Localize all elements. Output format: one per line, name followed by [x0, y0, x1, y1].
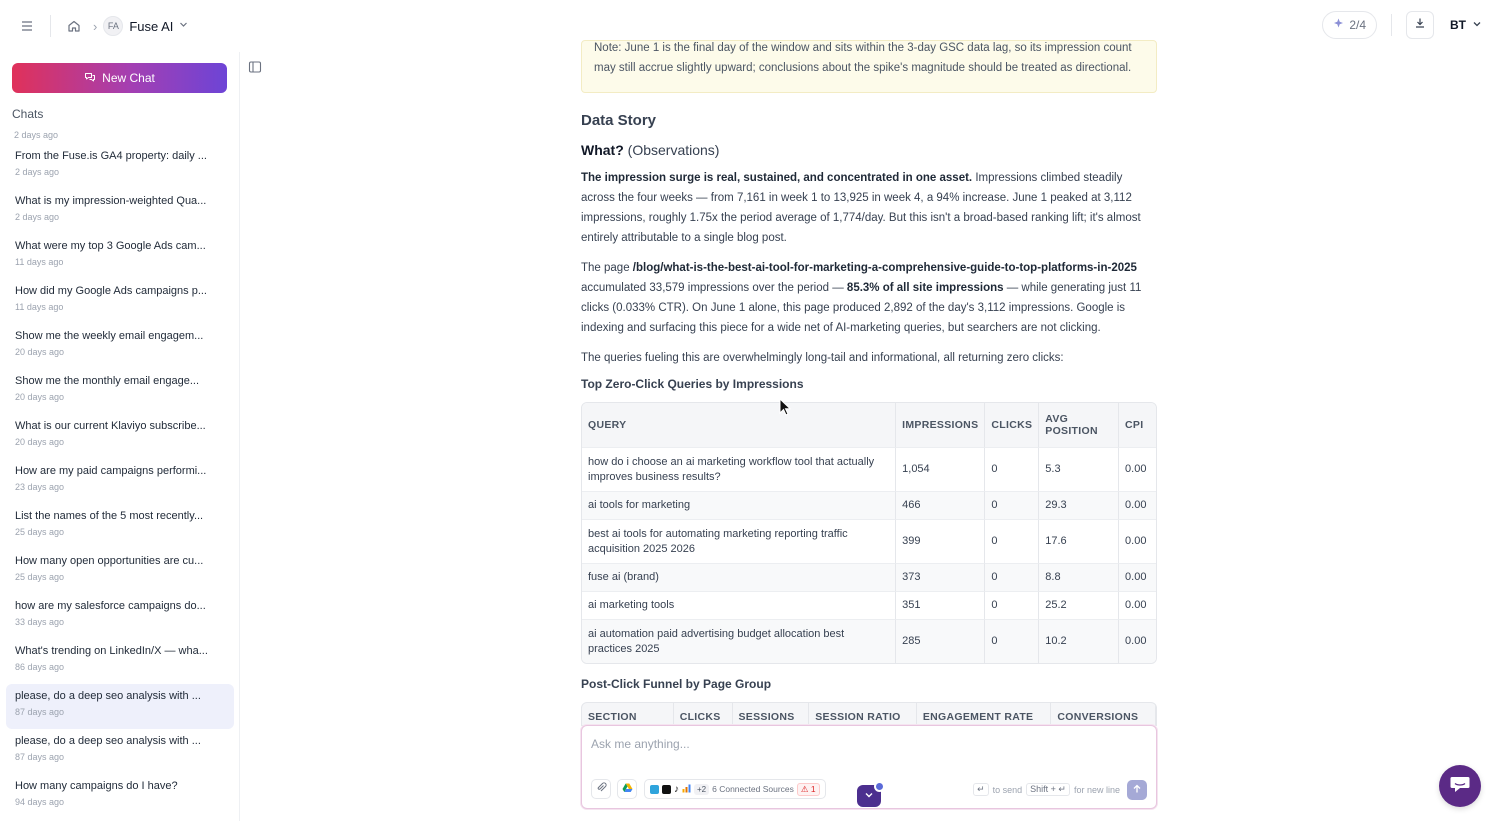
- table-row: [582, 491, 1156, 519]
- chat-list-item[interactable]: [6, 639, 234, 684]
- table-cell: best ai tools for automating marketing reporting traffic acquisition 2025 2026: [582, 519, 896, 563]
- message-input[interactable]: [591, 735, 1131, 753]
- table-cell: 399: [896, 519, 985, 563]
- table-cell: how do i choose an ai marketing workflow tool that actually improves business results?: [582, 447, 896, 491]
- extra-sources-count: +2: [694, 784, 709, 795]
- chat-list-item[interactable]: [6, 369, 234, 414]
- chat-date: 86 days ago: [15, 662, 65, 672]
- subsection-heading: What? (Observations): [581, 142, 720, 158]
- workspace-name: Fuse AI: [129, 18, 174, 34]
- new-chat-button[interactable]: [12, 63, 227, 93]
- notification-dot: [874, 781, 885, 792]
- chat-title: How are my paid campaigns performi...: [15, 465, 207, 477]
- chat-title: Show me the monthly email engage...: [15, 375, 200, 387]
- chat-title: please, do a deep seo analysis with ...: [15, 690, 201, 702]
- sidebar: [0, 52, 240, 821]
- progress-label: 2/4: [1349, 18, 1366, 32]
- table-row: [582, 519, 1156, 563]
- chat-title: Show me the weekly email engagem...: [15, 330, 204, 342]
- chat-list-item[interactable]: [6, 324, 234, 369]
- section-heading: Data Story: [581, 112, 657, 129]
- download-icon: [1414, 16, 1426, 34]
- newline-key: Shift + ↵: [1026, 783, 1070, 796]
- chat-date: 2 days ago: [15, 212, 60, 222]
- send-hint: to send: [992, 784, 1023, 795]
- chevron-down-icon: [864, 787, 874, 805]
- chat-title: What is our current Klaviyo subscribe...: [15, 420, 206, 432]
- chat-date: 20 days ago: [15, 347, 65, 357]
- analytics-icon: [682, 784, 691, 795]
- sidebar-toggle-icon[interactable]: [248, 60, 264, 76]
- table-cell: 0: [985, 447, 1039, 491]
- table-row: [582, 619, 1156, 663]
- table-cell: 8.8: [1039, 563, 1119, 591]
- chat-title: What is my impression-weighted Qua...: [15, 195, 207, 207]
- divider: [1391, 14, 1392, 36]
- table-cell: 17.6: [1039, 519, 1119, 563]
- table-cell: ai marketing tools: [582, 591, 896, 619]
- divider: [50, 15, 51, 37]
- chat-date: 94 days ago: [15, 797, 65, 807]
- drive-button[interactable]: [617, 779, 637, 799]
- chat-list-item[interactable]: [6, 234, 234, 279]
- chat-list-item[interactable]: [6, 594, 234, 639]
- salesforce-icon: [650, 785, 659, 794]
- table-row: [582, 591, 1156, 619]
- paragraph: The page /blog/what-is-the-best-ai-tool-for-marketing-a-comprehensive-guide-to-top-platforms-in-2025 accumulated 33,579 impressions over the period — 85.3% of all site impressions — while generating just 11 clicks (0.033% CTR). On June 1 alone, this page produced 2,892 of the day's 3,112 impressions. Google is indexing and surfacing this piece for a wide net of AI-marketing queries, but searchers are not clicking.: [581, 262, 1142, 334]
- column-header[interactable]: SESSION RATIO: [809, 703, 917, 725]
- table-cell: 0: [985, 591, 1039, 619]
- column-header[interactable]: CLICKS: [985, 403, 1039, 447]
- chat-list-item[interactable]: [6, 549, 234, 594]
- table-cell: ai tools for marketing: [582, 491, 896, 519]
- column-header[interactable]: CONVERSIONS: [1051, 703, 1156, 725]
- column-header[interactable]: CPI: [1119, 403, 1156, 447]
- table-cell: 0.00: [1119, 491, 1156, 519]
- user-initials: BT: [1450, 18, 1466, 32]
- chat-title: What's trending on LinkedIn/X — wha...: [15, 645, 208, 657]
- funnel-table-header: [581, 702, 1157, 726]
- chat-title: how are my salesforce campaigns do...: [15, 600, 206, 612]
- paragraph: The queries fueling this are overwhelmingly long-tail and informational, all returning zero clicks:: [581, 352, 1064, 364]
- chat-date: 87 days ago: [15, 752, 65, 762]
- column-header[interactable]: IMPRESSIONS: [896, 403, 985, 447]
- chat-list-item[interactable]: [6, 774, 234, 819]
- enter-key-icon: ↵: [973, 783, 989, 796]
- chat-list-item[interactable]: [6, 144, 234, 189]
- table-cell: 0: [985, 491, 1039, 519]
- table-cell: 1,054: [896, 447, 985, 491]
- user-menu[interactable]: [1444, 18, 1482, 32]
- chat-title: please, do a deep seo analysis with ...: [15, 735, 201, 747]
- connected-sources-button[interactable]: [644, 779, 826, 799]
- table-cell: 373: [896, 563, 985, 591]
- column-header[interactable]: SECTION: [582, 703, 674, 725]
- chat-list-item[interactable]: [6, 279, 234, 324]
- table-title: Top Zero-Click Queries by Impressions: [581, 377, 804, 391]
- top-right-controls: [1322, 11, 1482, 39]
- table-cell: 0: [985, 619, 1039, 663]
- column-header[interactable]: QUERY: [582, 403, 896, 447]
- tiktok-icon: ♪: [674, 783, 679, 795]
- chat-bubble-icon: [1449, 774, 1471, 799]
- table-row: [582, 563, 1156, 591]
- chat-list-item[interactable]: [6, 729, 234, 774]
- support-chat-button[interactable]: [1439, 765, 1481, 807]
- chat-date: 11 days ago: [15, 257, 64, 267]
- chat-date: 87 days ago: [15, 707, 65, 717]
- chat-date: 2 days ago: [15, 167, 60, 177]
- chat-list-item[interactable]: [6, 504, 234, 549]
- column-header[interactable]: AVG POSITION: [1039, 403, 1119, 447]
- table-cell: 466: [896, 491, 985, 519]
- chat-title: How did my Google Ads campaigns p...: [15, 285, 207, 297]
- chat-list-item[interactable]: [6, 459, 234, 504]
- chat-date: 25 days ago: [15, 572, 65, 582]
- notion-icon: [662, 785, 671, 794]
- chat-date: 2 days ago: [14, 130, 59, 140]
- chats-header: Chats: [12, 107, 44, 121]
- table-cell: fuse ai (brand): [582, 563, 896, 591]
- home-icon[interactable]: [61, 13, 87, 39]
- chat-list: [6, 126, 234, 819]
- attach-button[interactable]: [591, 779, 611, 799]
- table-cell: 29.3: [1039, 491, 1119, 519]
- chat-date: 20 days ago: [15, 437, 65, 447]
- chat-title: How many campaigns do I have?: [15, 780, 178, 792]
- mouse-cursor-icon: [779, 398, 791, 421]
- table-cell: 351: [896, 591, 985, 619]
- chevron-down-icon: [1472, 19, 1482, 32]
- note-line: Note: June 1 is the final day of the window and sits within the 3-day GSC data lag, so its impression count: [594, 42, 1132, 54]
- table-cell: 0.00: [1119, 519, 1156, 563]
- table-cell: 0: [985, 563, 1039, 591]
- table-cell: 0.00: [1119, 447, 1156, 491]
- column-header[interactable]: CLICKS: [674, 703, 733, 725]
- chat-date: 23 days ago: [15, 482, 65, 492]
- column-header[interactable]: ENGAGEMENT RATE: [917, 703, 1052, 725]
- download-button[interactable]: [1406, 11, 1434, 39]
- send-button[interactable]: [1127, 780, 1147, 800]
- menu-icon[interactable]: [14, 13, 40, 39]
- chevron-right-icon: ›: [93, 18, 98, 34]
- warning-badge: ⚠ 1: [797, 783, 820, 796]
- table-row: [582, 447, 1156, 491]
- chat-title: From the Fuse.is GA4 property: daily ...: [15, 150, 207, 162]
- column-header[interactable]: SESSIONS: [733, 703, 810, 725]
- table-cell: 0.00: [1119, 563, 1156, 591]
- chat-title: What were my top 3 Google Ads cam...: [15, 240, 206, 252]
- chat-title: How many open opportunities are cu...: [15, 555, 204, 567]
- note-line: may still accrue slightly upward; conclusions about the spike's magnitude should be treated as directional.: [594, 62, 1132, 74]
- keyboard-hints: [973, 783, 1120, 796]
- chevron-down-icon: [179, 20, 188, 32]
- chat-date: 20 days ago: [15, 392, 65, 402]
- warning-count: 1: [810, 783, 816, 794]
- paperclip-icon: [596, 782, 607, 796]
- table-cell: 0: [985, 519, 1039, 563]
- progress-pill[interactable]: [1322, 11, 1377, 39]
- zero-click-queries-table: [581, 402, 1157, 664]
- arrow-up-icon: [1132, 784, 1142, 797]
- chat-date: 33 days ago: [15, 617, 65, 627]
- chat-bubble-icon: [84, 71, 96, 86]
- table-cell: 5.3: [1039, 447, 1119, 491]
- chat-list-item[interactable]: [6, 414, 234, 459]
- paragraph: The impression surge is real, sustained, and concentrated in one asset. Impressions climbed steadily across the four weeks — from 7,161 in week 1 to 13,925 in week 4, a 94% increase. June 1 peaked at 3,112 impressions, roughly 1.75x the period average of 1,774/day. But this isn't a broad-based ranking lift; it's almost entirely attributable to a single blog post.: [581, 172, 1141, 244]
- new-chat-label: New Chat: [102, 71, 155, 85]
- workspace-switcher[interactable]: [103, 16, 188, 36]
- table-cell: 25.2: [1039, 591, 1119, 619]
- chat-title: List the names of the 5 most recently...: [15, 510, 204, 522]
- workspace-avatar: FA: [103, 16, 123, 36]
- google-drive-icon: [622, 783, 633, 796]
- sources-label: 6 Connected Sources: [712, 784, 794, 794]
- chat-date: 25 days ago: [15, 527, 65, 537]
- table-cell: 285: [896, 619, 985, 663]
- table-cell: 0.00: [1119, 619, 1156, 663]
- table-cell: ai automation paid advertising budget allocation best practices 2025: [582, 619, 896, 663]
- sparkle-icon: [1333, 18, 1344, 32]
- chat-list-item[interactable]: [6, 189, 234, 234]
- chat-list-item[interactable]: [6, 684, 234, 729]
- note-callout: [581, 40, 1157, 93]
- table-cell: 0.00: [1119, 591, 1156, 619]
- table-cell: 10.2: [1039, 619, 1119, 663]
- newline-hint: for new line: [1073, 784, 1120, 795]
- table-title: Post-Click Funnel by Page Group: [581, 677, 772, 691]
- chat-date: 11 days ago: [15, 302, 64, 312]
